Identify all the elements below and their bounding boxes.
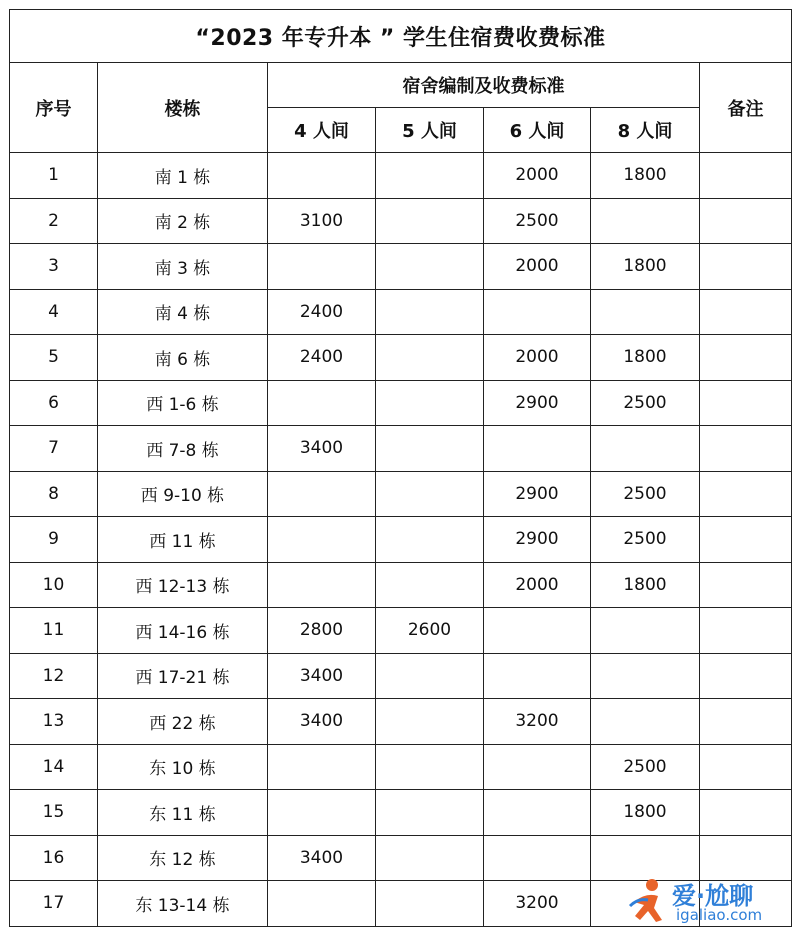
watermark — [626, 872, 786, 932]
cell-room-4: 2400 — [268, 335, 376, 381]
cell-room-4: 3400 — [268, 699, 376, 745]
cell-room-4: 2800 — [268, 608, 376, 654]
cell-building: 东 11 栋 — [98, 790, 268, 836]
table-row — [10, 153, 792, 199]
cell-index: 15 — [10, 790, 98, 836]
cell-room-6 — [484, 608, 591, 654]
cell-room-4: 3400 — [268, 653, 376, 699]
table-row — [10, 744, 792, 790]
cell-room-5 — [376, 790, 484, 836]
cell-room-5 — [376, 198, 484, 244]
cell-building: 西 14-16 栋 — [98, 608, 268, 654]
cell-room-4 — [268, 790, 376, 836]
cell-room-5 — [376, 289, 484, 335]
header-room-5: 5 人间 — [376, 108, 484, 153]
header-remark: 备注 — [700, 63, 792, 153]
table-row — [10, 426, 792, 472]
header-room-8: 8 人间 — [591, 108, 700, 153]
cell-index: 16 — [10, 835, 98, 881]
cell-building: 东 13-14 栋 — [98, 881, 268, 927]
header-room-6: 6 人间 — [484, 108, 591, 153]
cell-room-8: 1800 — [591, 153, 700, 199]
cell-room-5 — [376, 881, 484, 927]
cell-room-4 — [268, 244, 376, 290]
cell-remark — [700, 608, 792, 654]
cell-index: 11 — [10, 608, 98, 654]
cell-room-4 — [268, 562, 376, 608]
cell-room-4 — [268, 744, 376, 790]
cell-room-5 — [376, 744, 484, 790]
cell-remark — [700, 153, 792, 199]
cell-index: 3 — [10, 244, 98, 290]
cell-room-8: 1800 — [591, 244, 700, 290]
cell-room-5: 2600 — [376, 608, 484, 654]
cell-building: 西 22 栋 — [98, 699, 268, 745]
table-row — [10, 653, 792, 699]
watermark-url: igaliao.com — [676, 906, 763, 924]
cell-remark — [700, 744, 792, 790]
cell-room-4: 3400 — [268, 426, 376, 472]
cell-room-8: 1800 — [591, 562, 700, 608]
table-row — [10, 335, 792, 381]
table-row — [10, 289, 792, 335]
table-body — [10, 153, 792, 927]
cell-index: 12 — [10, 653, 98, 699]
cell-remark — [700, 790, 792, 836]
cell-room-6: 3200 — [484, 699, 591, 745]
cell-building: 东 12 栋 — [98, 835, 268, 881]
cell-room-8 — [591, 198, 700, 244]
cell-room-8 — [591, 289, 700, 335]
cell-room-6 — [484, 744, 591, 790]
cell-room-4: 3400 — [268, 835, 376, 881]
cell-room-6: 2500 — [484, 198, 591, 244]
cell-room-8: 2500 — [591, 471, 700, 517]
cell-building: 西 9-10 栋 — [98, 471, 268, 517]
cell-room-6: 2900 — [484, 471, 591, 517]
cell-room-5 — [376, 471, 484, 517]
table-row — [10, 699, 792, 745]
cell-room-4 — [268, 881, 376, 927]
table-row — [10, 380, 792, 426]
cell-building: 南 3 栋 — [98, 244, 268, 290]
cell-building: 西 11 栋 — [98, 517, 268, 563]
table-row — [10, 608, 792, 654]
cell-room-4 — [268, 380, 376, 426]
table-row — [10, 562, 792, 608]
cell-index: 10 — [10, 562, 98, 608]
table-row — [10, 790, 792, 836]
cell-room-5 — [376, 517, 484, 563]
cell-index: 8 — [10, 471, 98, 517]
cell-room-8: 2500 — [591, 517, 700, 563]
cell-room-4 — [268, 153, 376, 199]
cell-room-6: 2000 — [484, 244, 591, 290]
cell-room-4 — [268, 517, 376, 563]
cell-room-5 — [376, 335, 484, 381]
cell-room-5 — [376, 380, 484, 426]
cell-index: 9 — [10, 517, 98, 563]
cell-room-6 — [484, 790, 591, 836]
header-room-group: 宿舍编制及收费标准 — [268, 63, 700, 108]
cell-room-4: 2400 — [268, 289, 376, 335]
table-row — [10, 244, 792, 290]
cell-index: 5 — [10, 335, 98, 381]
cell-room-8 — [591, 608, 700, 654]
cell-building: 西 12-13 栋 — [98, 562, 268, 608]
cell-remark — [700, 198, 792, 244]
cell-index: 4 — [10, 289, 98, 335]
cell-building: 东 10 栋 — [98, 744, 268, 790]
cell-room-5 — [376, 562, 484, 608]
cell-room-8: 2500 — [591, 380, 700, 426]
cell-remark — [700, 289, 792, 335]
cell-remark — [700, 426, 792, 472]
table-row — [10, 471, 792, 517]
cell-room-8 — [591, 653, 700, 699]
cell-room-6 — [484, 835, 591, 881]
cell-room-6: 2900 — [484, 380, 591, 426]
cell-building: 西 17-21 栋 — [98, 653, 268, 699]
cell-room-8 — [591, 426, 700, 472]
fee-table — [9, 9, 792, 927]
running-figure-icon — [626, 876, 670, 928]
cell-remark — [700, 653, 792, 699]
cell-room-5 — [376, 244, 484, 290]
cell-room-6 — [484, 653, 591, 699]
cell-room-8: 2500 — [591, 744, 700, 790]
cell-building: 南 6 栋 — [98, 335, 268, 381]
header-room-4: 4 人间 — [268, 108, 376, 153]
cell-room-6 — [484, 426, 591, 472]
cell-room-5 — [376, 699, 484, 745]
cell-room-4 — [268, 471, 376, 517]
cell-index: 2 — [10, 198, 98, 244]
cell-index: 14 — [10, 744, 98, 790]
cell-room-5 — [376, 653, 484, 699]
cell-room-4: 3100 — [268, 198, 376, 244]
cell-building: 南 2 栋 — [98, 198, 268, 244]
cell-building: 西 1-6 栋 — [98, 380, 268, 426]
cell-building: 西 7-8 栋 — [98, 426, 268, 472]
cell-room-8: 1800 — [591, 790, 700, 836]
cell-room-8: 1800 — [591, 335, 700, 381]
cell-index: 17 — [10, 881, 98, 927]
header-building: 楼栋 — [98, 63, 268, 153]
cell-index: 6 — [10, 380, 98, 426]
table-row — [10, 517, 792, 563]
cell-index: 1 — [10, 153, 98, 199]
cell-remark — [700, 244, 792, 290]
cell-remark — [700, 335, 792, 381]
watermark-brand: 爱·尬聊 — [672, 882, 754, 910]
cell-room-5 — [376, 153, 484, 199]
cell-index: 13 — [10, 699, 98, 745]
cell-room-6: 2900 — [484, 517, 591, 563]
cell-building: 南 1 栋 — [98, 153, 268, 199]
table-row — [10, 198, 792, 244]
header-index: 序号 — [10, 63, 98, 153]
cell-room-5 — [376, 835, 484, 881]
cell-room-6: 2000 — [484, 562, 591, 608]
cell-room-8 — [591, 699, 700, 745]
cell-room-6 — [484, 289, 591, 335]
cell-remark — [700, 380, 792, 426]
cell-room-6: 2000 — [484, 335, 591, 381]
cell-remark — [700, 517, 792, 563]
cell-room-5 — [376, 426, 484, 472]
cell-room-6: 3200 — [484, 881, 591, 927]
cell-room-6: 2000 — [484, 153, 591, 199]
table-title: “2023 年专升本 ” 学生住宿费收费标准 — [10, 10, 792, 63]
cell-index: 7 — [10, 426, 98, 472]
cell-remark — [700, 699, 792, 745]
cell-remark — [700, 562, 792, 608]
cell-building: 南 4 栋 — [98, 289, 268, 335]
cell-remark — [700, 471, 792, 517]
